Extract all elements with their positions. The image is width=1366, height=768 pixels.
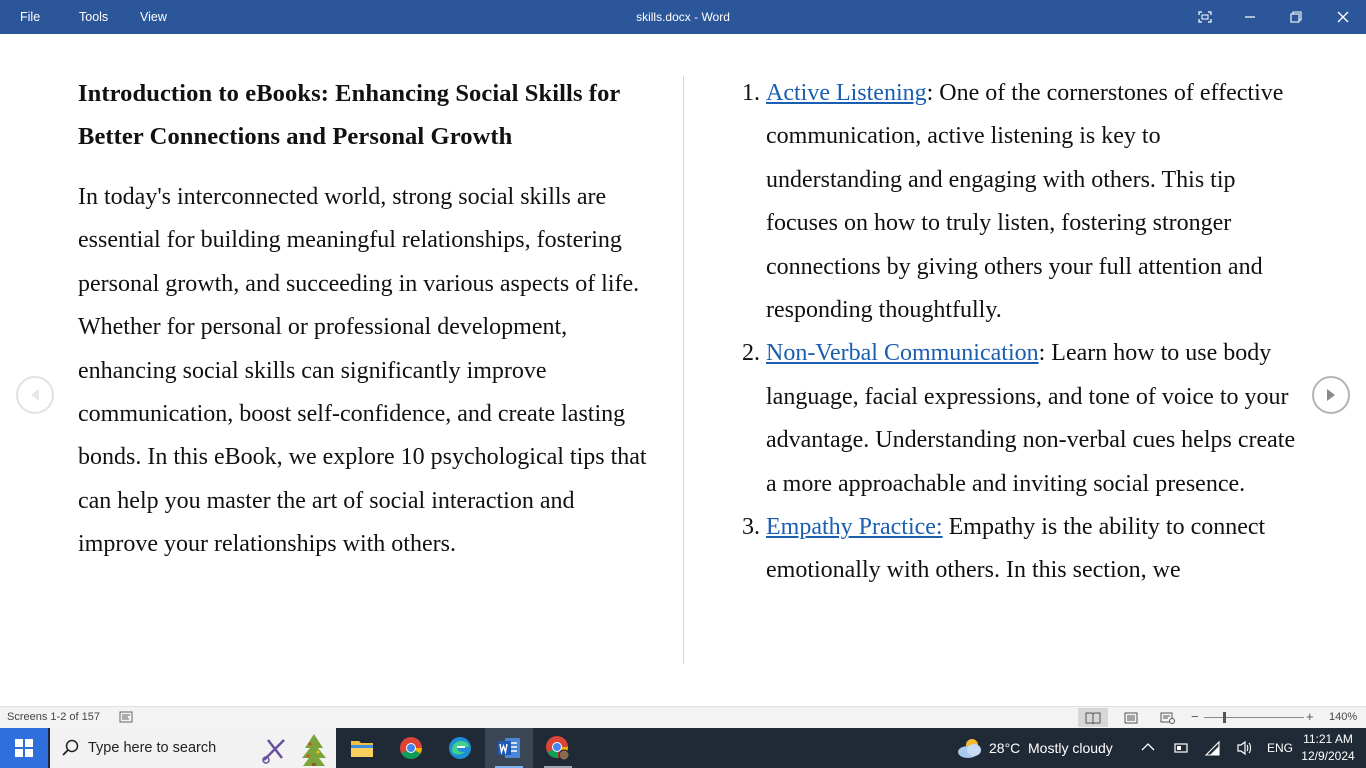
- focus-mode-button[interactable]: [1182, 0, 1228, 34]
- next-screen-button[interactable]: [1312, 376, 1350, 414]
- link-non-verbal-communication[interactable]: Non-Verbal Communication: [766, 340, 1039, 367]
- clock-date: 12/9/2024: [1301, 749, 1355, 763]
- focus-mode-icon: [1198, 11, 1212, 23]
- page-left: [78, 72, 648, 567]
- menu-file[interactable]: File: [20, 10, 41, 24]
- list-item-text: : One of the cornerstones of effective communication, active listening is key to understanding and engaging with others. This tip focuses on how to truly listen, fostering stronger connections by giving others your full attention and responding thoughtfully.: [766, 80, 1284, 324]
- weather-temperature[interactable]: 28°C: [989, 740, 1021, 756]
- edge-icon: [448, 736, 472, 760]
- window-title: skills.docx - Word: [636, 10, 730, 24]
- minimize-button[interactable]: [1227, 0, 1273, 34]
- close-button[interactable]: [1320, 0, 1366, 34]
- list-number: 1.: [742, 80, 760, 106]
- windows-logo-icon: [15, 739, 33, 757]
- folder-icon: [350, 738, 374, 758]
- search-highlight-icon: [258, 730, 334, 766]
- language-indicator[interactable]: ENG: [1267, 741, 1294, 755]
- web-page-icon: [1160, 712, 1176, 724]
- volume-icon[interactable]: [1236, 740, 1254, 756]
- chrome-profile-icon: [545, 735, 571, 761]
- menu-tools[interactable]: Tools: [79, 10, 109, 24]
- list-item-text: Empathy is the ability to connect emotionally with others. In this section, we: [766, 514, 1266, 584]
- word-button[interactable]: [485, 728, 533, 768]
- list-item: [736, 332, 1296, 506]
- clock[interactable]: [1290, 731, 1366, 765]
- proofing-icon[interactable]: [119, 710, 133, 727]
- title-bar: [0, 0, 1366, 34]
- taskbar-search[interactable]: [50, 728, 336, 768]
- book-icon: [1085, 712, 1101, 724]
- chrome-button[interactable]: [387, 728, 435, 768]
- network-icon[interactable]: [1204, 740, 1222, 756]
- restore-icon: [1290, 11, 1302, 23]
- list-number: 2.: [742, 340, 760, 367]
- close-icon: [1337, 11, 1349, 23]
- document-area[interactable]: [0, 34, 1366, 706]
- chevron-right-icon: [1325, 388, 1337, 402]
- list-item: [736, 72, 1296, 332]
- taskbar: [0, 728, 1366, 768]
- battery-icon[interactable]: [1173, 741, 1189, 755]
- list-item-text: : Learn how to use body language, facial expressions, and tone of voice to your advantage. Understanding non-verbal cues helps create a more approachable and inviting social presence.: [766, 340, 1296, 497]
- print-layout-button[interactable]: [1116, 708, 1146, 727]
- search-icon: [62, 739, 80, 757]
- web-layout-button[interactable]: [1153, 708, 1183, 727]
- zoom-in-icon[interactable]: +: [1306, 709, 1314, 724]
- minimize-icon: [1244, 11, 1256, 23]
- link-active-listening[interactable]: Active Listening: [766, 80, 927, 106]
- page-right: [736, 72, 1296, 593]
- chevron-left-icon: [29, 388, 41, 402]
- zoom-out-icon[interactable]: −: [1191, 709, 1199, 724]
- file-explorer-button[interactable]: [338, 728, 386, 768]
- link-empathy-practice[interactable]: Empathy Practice:: [766, 514, 943, 541]
- chrome-profile-button[interactable]: [534, 728, 582, 768]
- read-mode-button[interactable]: [1078, 708, 1108, 727]
- intro-paragraph: In today's interconnected world, strong social skills are essential for building meaningful relationships, fostering personal growth, and succeeding in various aspects of life. Whether for personal or professional development, enhancing social skills can significantly improve communication, boost self-confidence, and create lasting bonds. In this eBook, we explore 10 psychological tips that can help you master the art of social interaction and improve your relationships with others.: [78, 184, 647, 558]
- menu-view[interactable]: View: [140, 10, 167, 24]
- weather-cloud-icon[interactable]: [956, 737, 984, 759]
- word-icon: [497, 737, 521, 759]
- page-divider: [683, 76, 684, 664]
- edge-button[interactable]: [436, 728, 484, 768]
- list-number: 3.: [742, 514, 760, 541]
- page-icon: [1124, 712, 1138, 724]
- chrome-icon: [399, 736, 423, 760]
- status-bar: [0, 706, 1366, 728]
- zoom-percentage[interactable]: 140%: [1329, 711, 1358, 723]
- clock-time: 11:21 AM: [1303, 732, 1353, 746]
- weather-description[interactable]: Mostly cloudy: [1028, 740, 1113, 756]
- restore-button[interactable]: [1273, 0, 1319, 34]
- zoom-slider[interactable]: [1204, 717, 1304, 718]
- previous-screen-button[interactable]: [16, 376, 54, 414]
- list-item: [736, 506, 1296, 593]
- document-heading: Introduction to eBooks: Enhancing Social Skills for Better Connections and Personal Growth: [78, 80, 620, 150]
- screen-count: Screens 1-2 of 157: [7, 711, 100, 723]
- search-placeholder: Type here to search: [88, 740, 217, 756]
- chevron-up-icon[interactable]: [1141, 742, 1155, 752]
- start-button[interactable]: [0, 728, 48, 768]
- zoom-slider-thumb[interactable]: [1223, 712, 1226, 723]
